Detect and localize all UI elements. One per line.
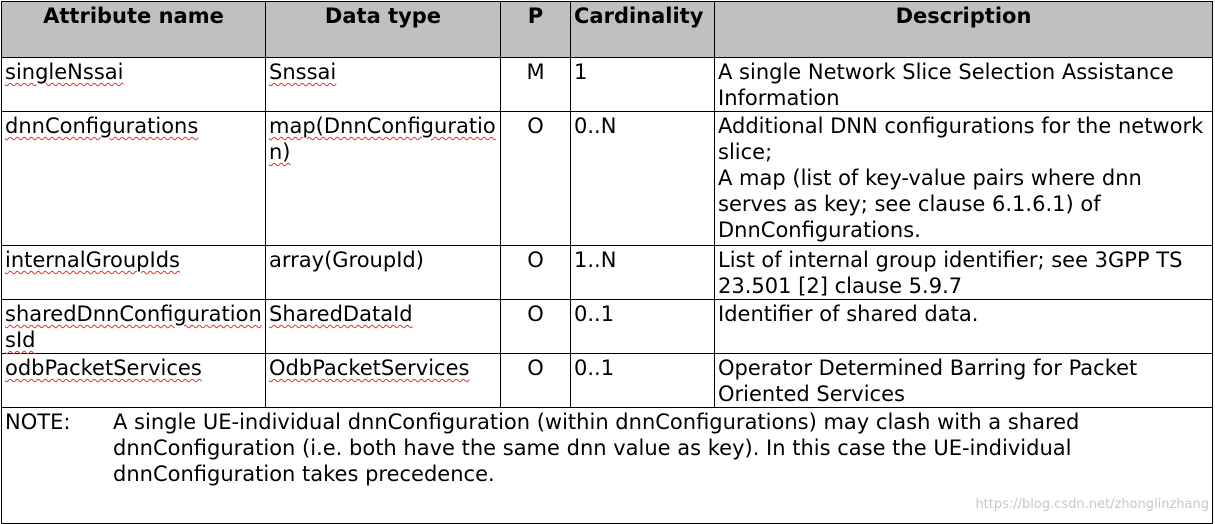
- watermark: https://blog.csdn.net/zhonglinzhang: [975, 497, 1209, 512]
- cell-attribute: odbPacketServices: [2, 354, 266, 408]
- cell-attribute: dnnConfigurations: [2, 112, 266, 246]
- cell-cardinality: 1: [571, 58, 715, 112]
- table-row: [2, 300, 1213, 354]
- cell-cardinality: 0..N: [571, 112, 715, 246]
- table-row: [2, 354, 1213, 408]
- table-row: [2, 112, 1213, 246]
- cell-presence: M: [501, 58, 571, 112]
- cell-data-type: SharedDataId: [266, 300, 501, 354]
- cell-data-type: array(GroupId): [266, 246, 501, 300]
- cell-description: Additional DNN configurations for the network slice; A map (list of key-value pairs where dnn serves as key; see clause 6.1.6.1) of DnnConfigurations.: [715, 112, 1213, 246]
- cell-description: List of internal group identifier; see 3GPP TS 23.501 [2] clause 5.9.7: [715, 246, 1213, 300]
- cell-attribute: singleNssai: [2, 58, 266, 112]
- cell-data-type: map(DnnConfiguration): [266, 112, 501, 246]
- cell-attribute: sharedDnnConfigurationsId: [2, 300, 266, 354]
- cell-description: A single Network Slice Selection Assistance Information: [715, 58, 1213, 112]
- attribute-table: [1, 1, 1213, 524]
- cell-description: Identifier of shared data.: [715, 300, 1213, 354]
- cell-cardinality: 0..1: [571, 300, 715, 354]
- cell-cardinality: 0..1: [571, 354, 715, 408]
- note-label: NOTE:: [5, 410, 71, 434]
- header-attribute-name: Attribute name: [2, 2, 266, 58]
- cell-data-type: OdbPacketServices: [266, 354, 501, 408]
- header-cardinality: Cardinality: [571, 2, 715, 58]
- header-presence: P: [501, 2, 571, 58]
- cell-presence: O: [501, 300, 571, 354]
- table-header-row: [2, 2, 1213, 58]
- cell-cardinality: 1..N: [571, 246, 715, 300]
- cell-attribute: internalGroupIds: [2, 246, 266, 300]
- header-description: Description: [715, 2, 1213, 58]
- header-data-type: Data type: [266, 2, 501, 58]
- table-row: [2, 58, 1213, 112]
- table-row: [2, 246, 1213, 300]
- cell-presence: O: [501, 112, 571, 246]
- cell-presence: O: [501, 246, 571, 300]
- note-text: A single UE-individual dnnConfiguration (within dnnConfigurations) may clash with a shared dnnConfiguration (i.e. both have the same dnn value as key). In this case the UE-individual dnnConfiguration takes precedence.: [113, 410, 1080, 486]
- cell-description: Operator Determined Barring for Packet Oriented Services: [715, 354, 1213, 408]
- cell-data-type: Snssai: [266, 58, 501, 112]
- cell-presence: O: [501, 354, 571, 408]
